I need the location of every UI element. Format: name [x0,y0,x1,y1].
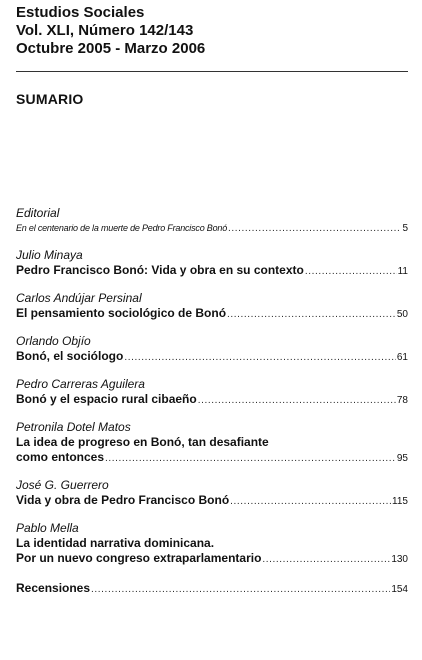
entry-title-first-line: La identidad narrativa dominicana. [16,536,215,550]
entry-title-line [16,392,408,408]
toc-entry [16,291,408,322]
table-of-contents [16,206,408,597]
entry-author: Pablo Mella [16,521,79,535]
toc-entry [16,248,408,279]
entry-page: 130 [391,554,408,565]
entry-page: 11 [397,266,408,277]
dot-leader [262,552,390,567]
entry-title: Bonó, el sociólogo [16,349,124,363]
entry-title: Bonó y el espacio rural cibaeño [16,392,197,406]
issue-dates: Octubre 2005 - Marzo 2006 [16,40,206,57]
entry-title: Recensiones [16,581,91,595]
entry-page: 154 [391,584,408,595]
entry-title-line [16,263,408,279]
entry-title-line [16,493,408,509]
entry-title: En el centenario de la muerte de Pedro Francisco Bonó [16,223,228,233]
entry-title: como entonces [16,450,105,464]
entry-title: Vida y obra de Pedro Francisco Bonó [16,493,230,507]
entry-page: 115 [392,496,408,507]
entry-title: Por un nuevo congreso extraparlamentario [16,551,262,565]
toc-entry [16,420,408,466]
dot-leader [305,264,397,279]
dot-leader [198,393,396,408]
entry-author: Petronila Dotel Matos [16,420,131,434]
toc-entry [16,377,408,408]
entry-author: Pedro Carreras Aguilera [16,377,145,391]
entry-page: 5 [402,223,408,234]
toc-entry [16,334,408,365]
entry-title: El pensamiento sociológico de Bonó [16,306,227,320]
toc-entry-recensiones [16,581,408,597]
entry-title-line [16,306,408,322]
entry-title: Pedro Francisco Bonó: Vida y obra en su contexto [16,263,304,277]
volume-number: Vol. XLI, Número 142/143 [16,22,194,39]
entry-author: Orlando Objío [16,334,91,348]
entry-page: 95 [396,453,408,464]
entry-title-line [16,551,408,567]
entry-author: Julio Minaya [16,248,83,262]
entry-title-first-line: La idea de progreso en Bonó, tan desafiante [16,435,269,449]
entry-title-line [16,450,408,466]
journal-header [16,4,408,58]
entry-author: Editorial [16,206,60,220]
entry-page: 61 [396,352,408,363]
dot-leader [230,494,391,509]
dot-leader [105,451,396,466]
dot-leader [91,582,390,597]
journal-name: Estudios Sociales [16,4,145,21]
entry-author: José G. Guerrero [16,478,109,492]
dot-leader [228,221,401,236]
entry-page: 78 [396,395,408,406]
entry-page: 50 [396,309,408,320]
toc-entry-editorial [16,206,408,236]
entry-author: Carlos Andújar Persinal [16,291,142,305]
entry-title-line [16,221,408,236]
entry-title-line [16,349,408,365]
toc-entry [16,478,408,509]
dot-leader [227,307,396,322]
dot-leader [124,350,396,365]
entry-title-line [16,581,408,597]
section-heading: SUMARIO [16,91,84,107]
toc-entry [16,521,408,567]
header-rule [16,71,408,72]
